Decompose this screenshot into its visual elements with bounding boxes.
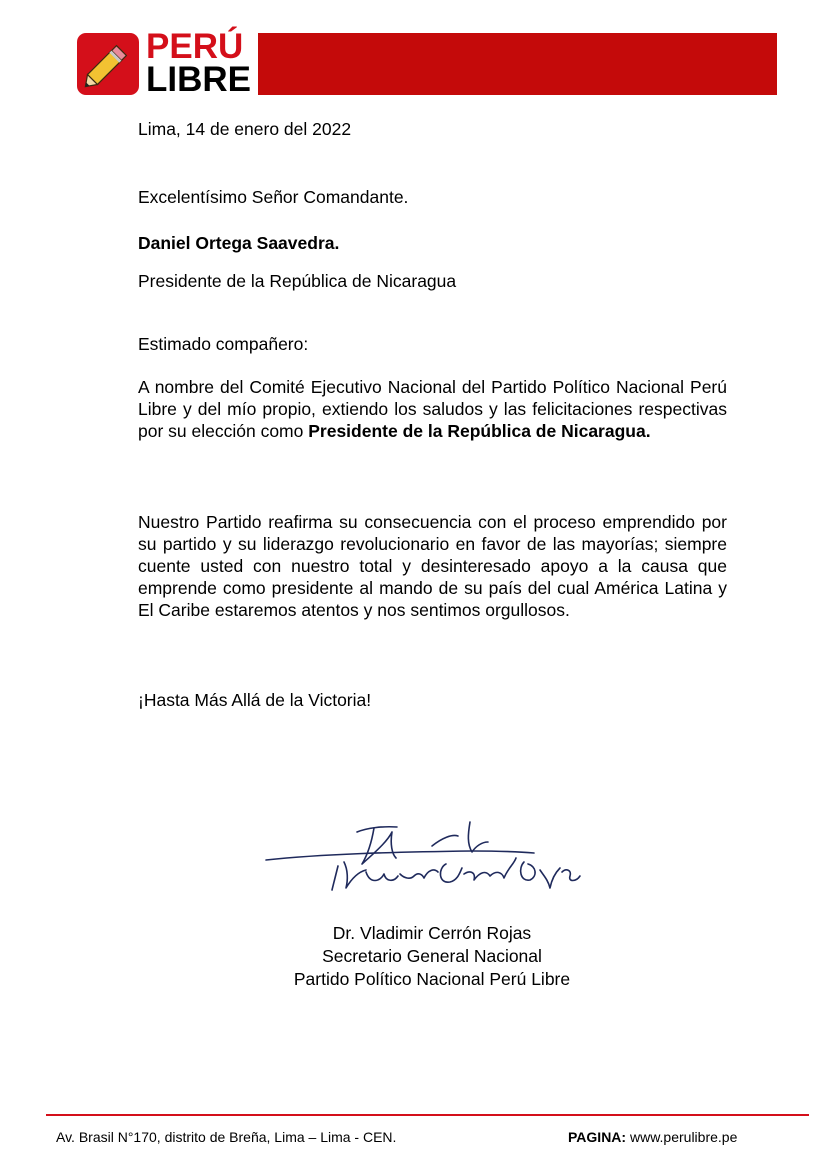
recipient-title: Presidente de la República de Nicaragua — [138, 271, 457, 291]
signatory-organization: Partido Político Nacional Perú Libre — [293, 969, 571, 989]
party-logo-text — [146, 27, 251, 99]
paragraph-1-text: A nombre del Comité Ejecutivo Nacional del Partido Político Nacional Perú Libre y del mío propio, extiendo los saludos y las felicitaciones respectivas por su elección como — [138, 377, 727, 441]
footer-website-block — [568, 1128, 737, 1146]
logo-line2: LIBRE — [146, 60, 251, 99]
paragraph-2: Nuestro Partido reafirma su consecuencia con el proceso emprendido por su partido y su liderazgo revolucionario en favor de las mayorías; siempre cuente usted con nuestro total y desinteresado apoyo a la causa que emprende como presidente al mando de su país del cual América Latina y El Caribe estaremos atentos y nos sentimos orgullosos. — [138, 512, 727, 620]
signatory-name: Dr. Vladimir Cerrón Rojas — [332, 923, 532, 943]
footer-divider — [46, 1114, 809, 1116]
salutation: Excelentísimo Señor Comandante. — [138, 187, 409, 207]
closing-line: ¡Hasta Más Allá de la Victoria! — [138, 690, 372, 710]
header-red-band — [258, 33, 777, 95]
paragraph-1-bold: Presidente de la República de Nicaragua. — [308, 421, 651, 441]
letter-date: Lima, 14 de enero del 2022 — [138, 119, 352, 139]
footer-page-label: PAGINA: — [568, 1129, 627, 1145]
handwritten-signature — [262, 818, 592, 898]
recipient-name: Daniel Ortega Saavedra. — [138, 233, 340, 253]
greeting: Estimado compañero: — [138, 334, 309, 354]
footer-website: www.perulibre.pe — [629, 1129, 738, 1145]
pencil-icon — [77, 33, 139, 95]
paragraph-1 — [138, 376, 727, 442]
signatory-position: Secretario General Nacional — [322, 946, 542, 966]
footer-address: Av. Brasil N°170, distrito de Breña, Lima – Lima - CEN. — [56, 1129, 397, 1145]
logo-line1: PERÚ — [146, 27, 244, 66]
